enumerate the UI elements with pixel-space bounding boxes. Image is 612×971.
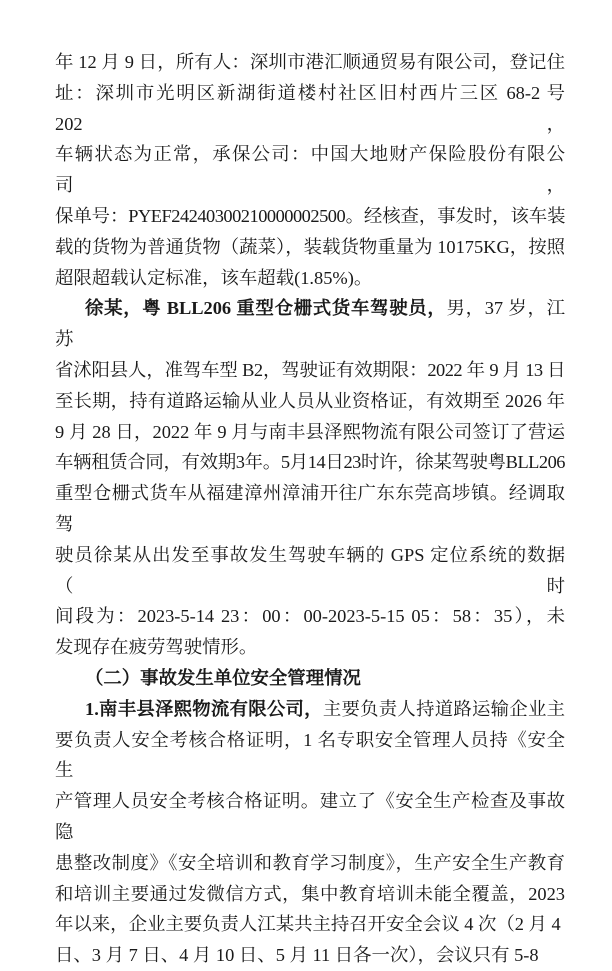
- paragraph-company-zexi: [55, 694, 565, 971]
- text-run: 车辆租赁合同，有效期3年。5月14日23时许，徐某驾驶粤BLL206: [55, 452, 565, 473]
- text-run: 省沭阳县人，准驾车型 B2，驾驶证有效期限：2022 年 9 月 13 日: [55, 359, 565, 380]
- section-heading-text: （二）事故发生单位安全管理情况: [85, 667, 361, 688]
- text-line: [55, 694, 565, 725]
- text-line: [55, 293, 565, 355]
- text-line: [55, 848, 565, 879]
- text-line: [55, 386, 565, 417]
- text-run: 驶员徐某从出发至事故发生驾驶车辆的 GPS 定位系统的数据（时: [55, 544, 565, 596]
- text-run: 患整改制度》《安全培训和教育学习制度》，生产安全生产教育: [55, 852, 565, 873]
- text-line: [55, 447, 565, 478]
- text-line: [55, 355, 565, 386]
- text-run: 重型仓栅式货车从福建漳州漳浦开往广东东莞高埗镇。经调取驾: [55, 483, 565, 534]
- paragraph-vehicle-registration: [55, 47, 565, 293]
- text-run: 车辆状态为正常，承保公司：中国大地财产保险股份有限公司，: [55, 144, 565, 196]
- text-line: [55, 232, 565, 263]
- text-run: 日、3 月 7 日、4 月 10 日、5 月 11 日各一次），会议只有 5-8: [55, 945, 539, 966]
- text-run: 主要负责人持道路运输企业主: [322, 698, 565, 719]
- text-run: 要负责人安全考核合格证明，1 名专职安全管理人员持《安全生: [55, 729, 565, 781]
- text-run: 年以来，企业主要负责人江某共主持召开安全会议 4 次（2 月 4: [55, 914, 561, 935]
- paragraph-driver-xu: [55, 293, 565, 663]
- text-line: [55, 417, 565, 448]
- document-body: [55, 47, 565, 971]
- text-run: 间段为：2023-5-14 23：00：00-2023-5-15 05：58：35），未: [55, 606, 565, 627]
- text-run-bold: 徐某，粤 BLL206 重型仓栅式货车驾驶员，: [85, 298, 447, 319]
- text-run: 和培训主要通过发微信方式，集中教育培训未能全覆盖，2023: [55, 883, 565, 904]
- text-run: 至长期，持有道路运输从业人员从业资格证，有效期至 2026 年: [55, 390, 565, 411]
- section-heading: [55, 663, 565, 694]
- text-line: [55, 478, 565, 540]
- text-line: [55, 201, 565, 232]
- text-line: [55, 632, 565, 663]
- text-run: 产管理人员安全考核合格证明。建立了《安全生产检查及事故隐: [55, 791, 565, 842]
- text-line: [55, 139, 565, 201]
- text-line: [55, 786, 565, 848]
- text-line: [55, 78, 565, 140]
- text-line: [55, 909, 565, 940]
- paragraph-section-heading: [55, 663, 565, 694]
- text-line: [55, 47, 565, 78]
- text-run: 年 12 月 9 日，所有人：深圳市港汇顺通贸易有限公司，登记住: [55, 52, 565, 72]
- text-line: [55, 263, 565, 294]
- text-run: 9 月 28 日，2022 年 9 月与南丰县泽熙物流有限公司签订了营运: [55, 421, 565, 442]
- text-run: 载的货物为普通货物（蔬菜），装载货物重量为 10175KG，按照: [55, 236, 565, 257]
- text-run-bold: 1.南丰县泽熙物流有限公司，: [85, 698, 323, 719]
- text-line: [55, 601, 565, 632]
- text-run: 超限超载认定标准，该车超载(1.85%)。: [55, 267, 373, 288]
- text-run: 址：深圳市光明区新湖街道楼村社区旧村西片三区 68-2 号 202，: [55, 82, 565, 134]
- text-line: [55, 879, 565, 910]
- text-line: [55, 725, 565, 787]
- text-line: [55, 940, 565, 971]
- text-run: 男，37 岁，江苏: [55, 298, 565, 350]
- text-run: 发现存在疲劳驾驶情形。: [55, 637, 258, 658]
- text-line: [55, 540, 565, 602]
- text-run: 保单号：PYEF24240300210000002500。经核查，事发时，该车装: [55, 205, 565, 226]
